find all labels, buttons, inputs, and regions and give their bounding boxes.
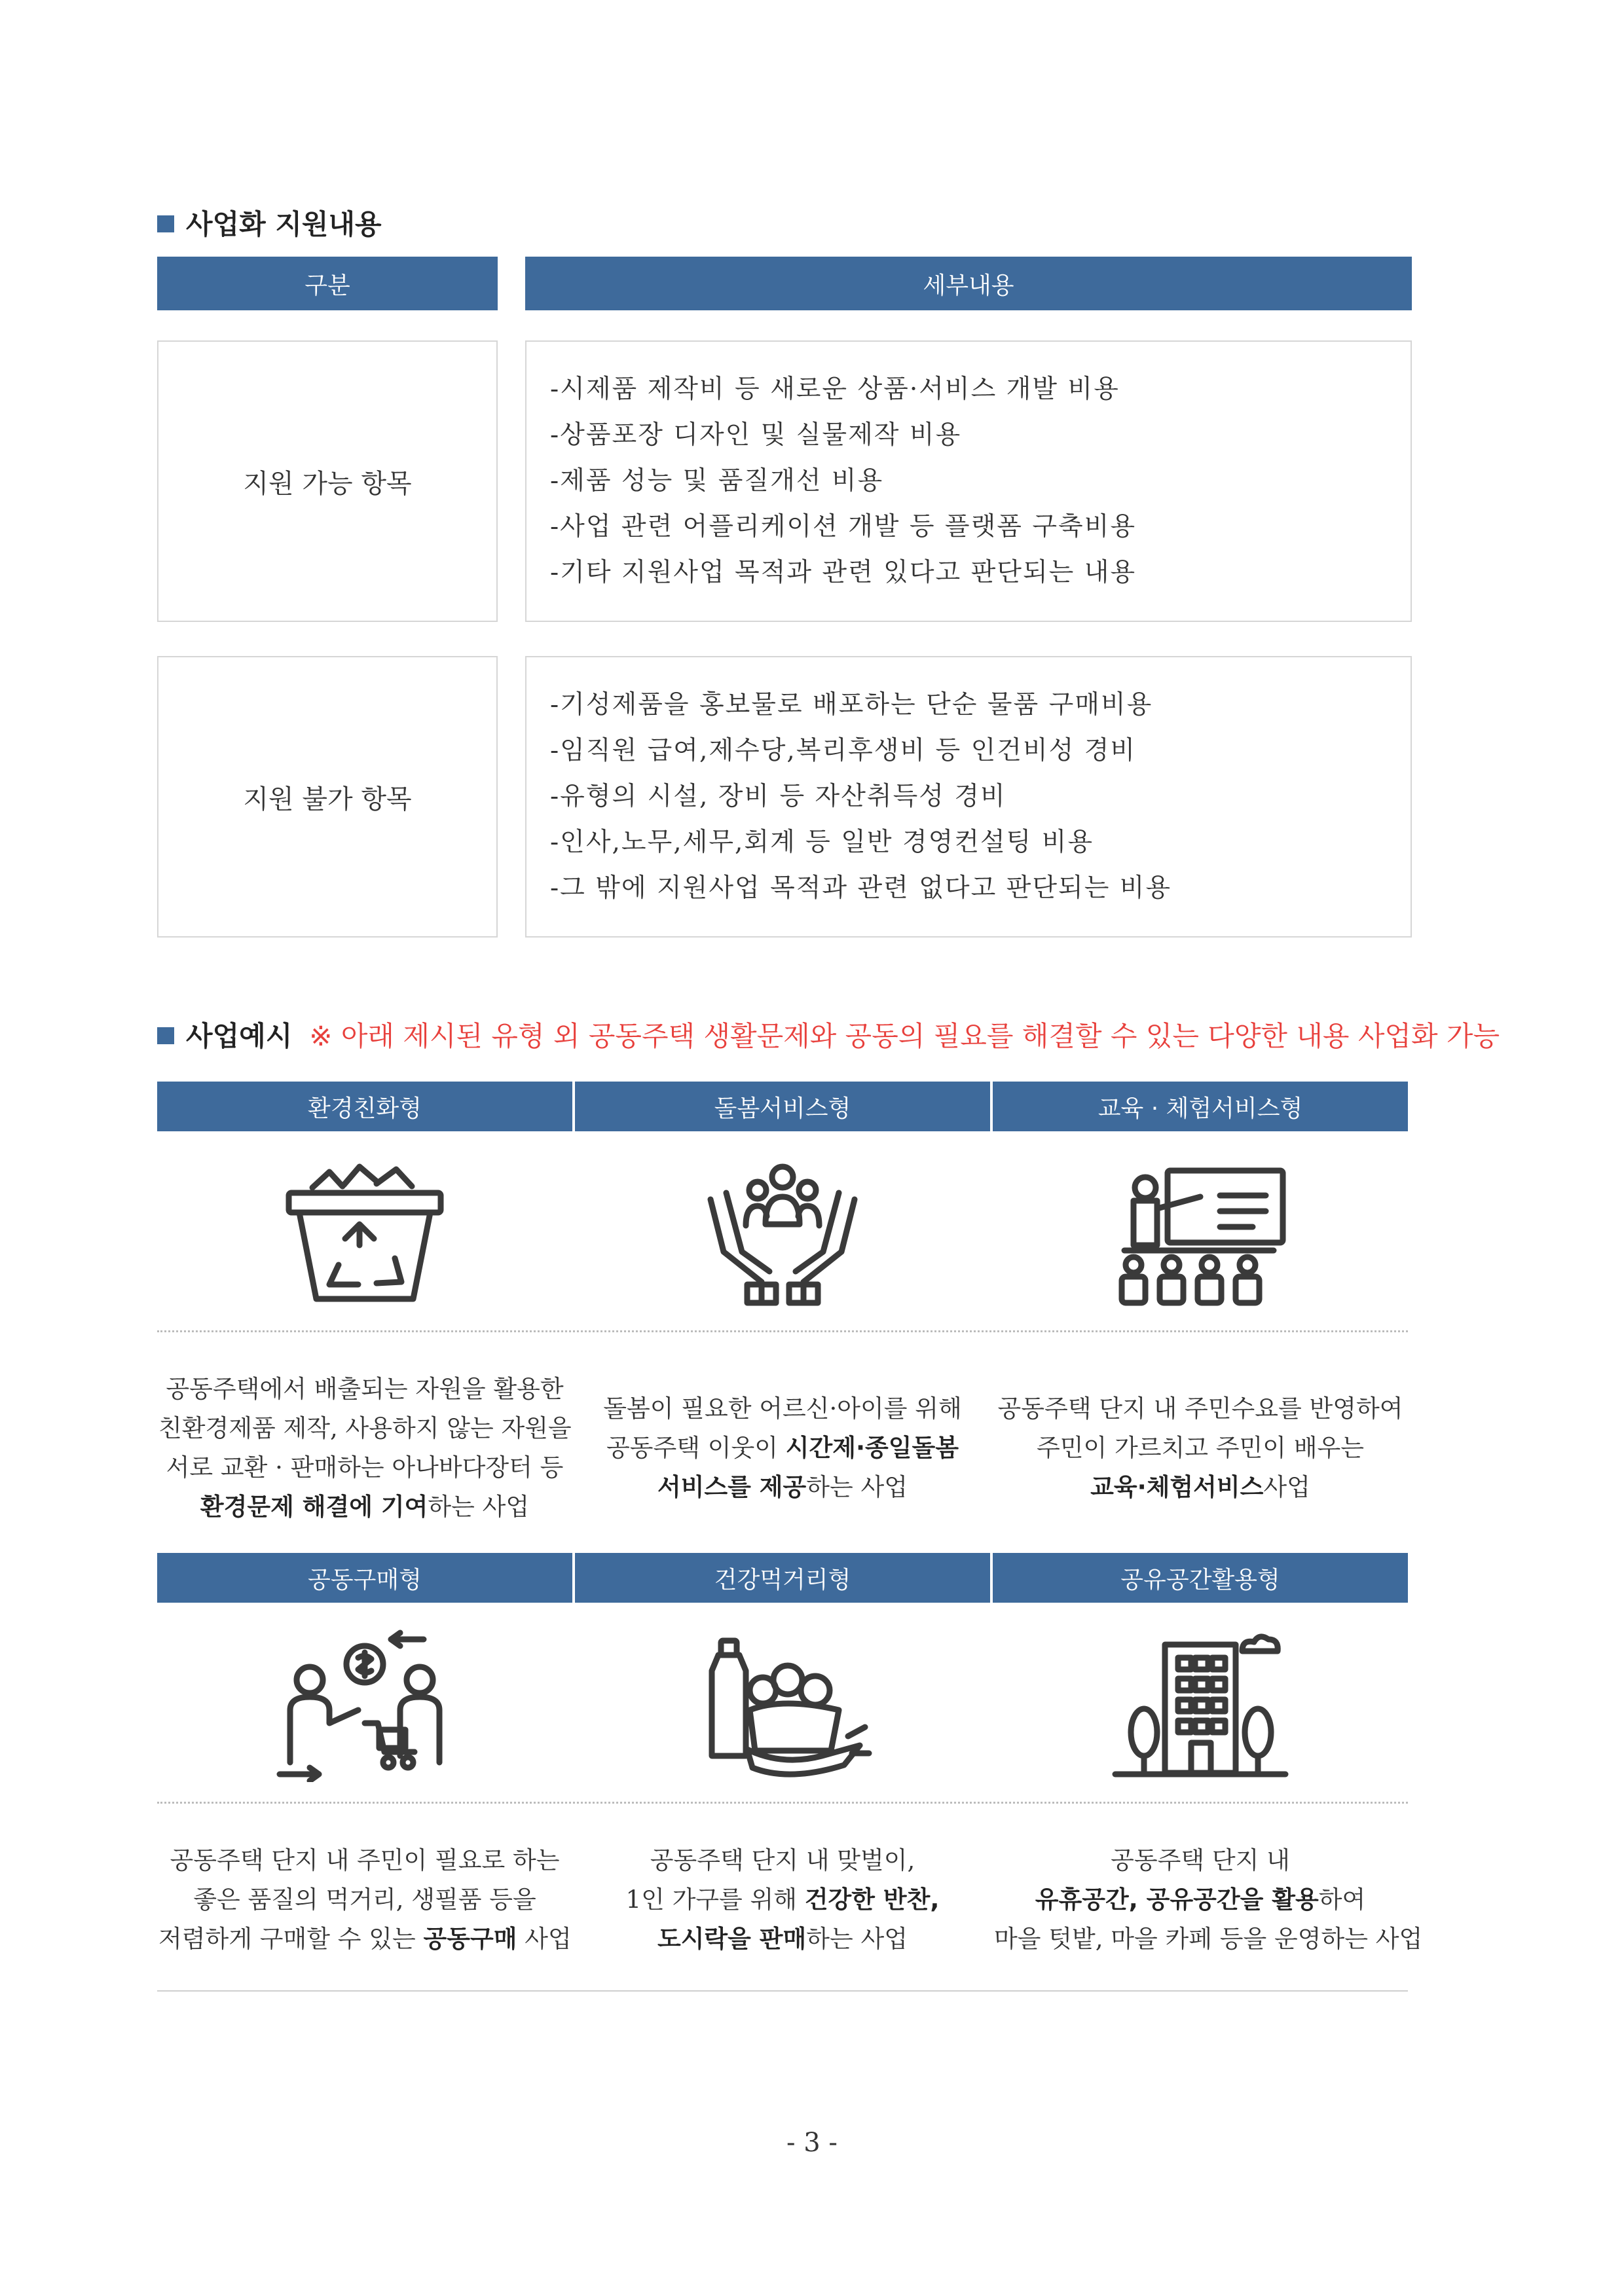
table-header-category: 구분 xyxy=(157,257,498,310)
type-description xyxy=(994,1841,1423,1959)
description-line xyxy=(994,1429,1407,1468)
description-text: 공동주택 단지 내 주민수요를 반영하여 xyxy=(997,1394,1403,1423)
healthy-food-icon xyxy=(684,1625,881,1782)
description-text: 하는 사업 xyxy=(806,1473,908,1501)
list-item: -그 밖에 지원사업 목적과 관련 없다고 판단되는 비용 xyxy=(550,873,1172,903)
description-text: 공동주택 단지 내 맞벌이, xyxy=(650,1846,915,1874)
list-item: -유형의 시설, 장비 등 자산취득성 경비 xyxy=(550,782,1006,811)
description-text: 서로 교환 · 판매하는 아나바다장터 등 xyxy=(166,1453,564,1482)
type-description xyxy=(576,1841,989,1959)
type-header: 건강먹거리형 xyxy=(575,1553,990,1603)
description-line xyxy=(576,1468,989,1507)
square-bullet-icon xyxy=(157,1027,174,1044)
list-item: -사업 관련 어플리케이션 개발 등 플랫폼 구축비용 xyxy=(550,512,1137,541)
description-text: 공동주택 단지 내 주민이 필요로 하는 xyxy=(170,1846,560,1874)
description-line xyxy=(994,1389,1407,1429)
page-number: - 3 - xyxy=(786,2128,838,2158)
list-item: -제품 성능 및 품질개선 비용 xyxy=(550,466,884,496)
row-details-eligible xyxy=(525,340,1412,622)
section-title-support: 사업화 지원내용 xyxy=(157,211,382,238)
description-text: 저렴하게 구매할 수 있는 xyxy=(158,1925,424,1953)
description-line xyxy=(994,1920,1423,1959)
divider xyxy=(157,1330,1408,1332)
type-header: 환경친화형 xyxy=(157,1082,572,1131)
description-line xyxy=(576,1920,989,1959)
square-bullet-icon xyxy=(157,215,174,232)
examples-note: ※ 아래 제시된 유형 외 공동주택 생활문제와 공동의 필요를 해결할 수 있는 다양한 내용 사업화 가능 xyxy=(309,1020,1500,1052)
description-line xyxy=(576,1841,989,1880)
table-header-details: 세부내용 xyxy=(525,257,1412,310)
list-item: -임직원 급여,제수당,복리후생비 등 인건비성 경비 xyxy=(550,736,1137,765)
description-text: 하는 사업 xyxy=(428,1493,530,1521)
row-label-eligible: 지원 가능 항목 xyxy=(157,340,498,622)
apartment-building-icon xyxy=(1102,1625,1299,1782)
type-header: 교육 · 체험서비스형 xyxy=(993,1082,1408,1131)
type-description xyxy=(158,1841,571,1959)
divider xyxy=(157,1802,1408,1804)
description-line xyxy=(158,1487,571,1527)
description-text: 공동주택 단지 내 xyxy=(1111,1846,1290,1874)
description-text: 공동주택 이웃이 xyxy=(606,1434,786,1462)
description-text: 1인 가구를 위해 xyxy=(625,1886,805,1914)
lecture-board-icon xyxy=(1102,1154,1299,1311)
description-line xyxy=(158,1370,571,1409)
emphasis-text: 도시락을 판매 xyxy=(657,1925,807,1953)
description-line xyxy=(158,1448,571,1487)
row-label-ineligible: 지원 불가 항목 xyxy=(157,656,498,938)
description-text: 공동주택에서 배출되는 자원을 활용한 xyxy=(166,1375,564,1403)
group-purchase-icon xyxy=(267,1625,463,1782)
row-details-ineligible xyxy=(525,656,1412,938)
recycle-bin-icon xyxy=(267,1154,463,1311)
description-text: 좋은 품질의 먹거리, 생필품 등을 xyxy=(193,1886,536,1914)
description-text: 하는 사업 xyxy=(806,1925,908,1953)
description-line xyxy=(158,1920,571,1959)
description-line xyxy=(994,1841,1407,1880)
type-description xyxy=(994,1389,1407,1507)
description-text: 하여 xyxy=(1318,1886,1366,1914)
section-title-examples: 사업예시 ※ 아래 제시된 유형 외 공동주택 생활문제와 공동의 필요를 해결할 수 있는 다양한 내용 사업화 가능 xyxy=(157,1023,1500,1050)
emphasis-text: 시간제·종일돌봄 xyxy=(785,1434,959,1462)
emphasis-text: 환경문제 해결에 기여 xyxy=(200,1493,428,1521)
list-item: -기성제품을 홍보물로 배포하는 단순 물품 구매비용 xyxy=(550,690,1153,720)
type-header: 공유공간활용형 xyxy=(993,1553,1408,1603)
type-description xyxy=(158,1370,571,1527)
emphasis-text: 서비스를 제공 xyxy=(657,1473,807,1501)
list-item: -기타 지원사업 목적과 관련 있다고 판단되는 내용 xyxy=(550,558,1137,587)
list-item: -상품포장 디자인 및 실물제작 비용 xyxy=(550,420,962,450)
type-header: 돌봄서비스형 xyxy=(575,1082,990,1131)
description-text: 사업 xyxy=(517,1925,572,1953)
type-description xyxy=(576,1389,989,1507)
description-line xyxy=(994,1880,1407,1920)
description-line xyxy=(158,1409,571,1448)
type-header: 공동구매형 xyxy=(157,1553,572,1603)
description-text: 사업 xyxy=(1263,1473,1310,1501)
emphasis-text: 공동구매 xyxy=(423,1925,517,1953)
list-item: -시제품 제작비 등 새로운 상품·서비스 개발 비용 xyxy=(550,374,1120,404)
emphasis-text: 유휴공간, 공유공간을 활용 xyxy=(1035,1886,1319,1914)
description-line xyxy=(158,1841,571,1880)
description-line xyxy=(158,1880,571,1920)
description-text: 친환경제품 제작, 사용하지 않는 자원을 xyxy=(158,1414,572,1442)
caring-hands-icon xyxy=(684,1154,881,1311)
description-text: 마을 텃밭, 마을 카페 등을 운영하는 사업 xyxy=(994,1925,1423,1953)
description-text: 돌봄이 필요한 어르신·아이를 위해 xyxy=(603,1394,962,1423)
bottom-rule xyxy=(157,1990,1408,1992)
description-line xyxy=(576,1429,989,1468)
description-text: 주민이 가르치고 주민이 배우는 xyxy=(1037,1434,1364,1462)
emphasis-text: 건강한 반찬, xyxy=(804,1886,940,1914)
list-item: -인사,노무,세무,회계 등 일반 경영컨설팅 비용 xyxy=(550,828,1094,857)
description-line xyxy=(576,1389,989,1429)
description-line xyxy=(994,1468,1407,1507)
description-line xyxy=(576,1880,989,1920)
emphasis-text: 교육·체험서비스 xyxy=(1090,1473,1264,1501)
